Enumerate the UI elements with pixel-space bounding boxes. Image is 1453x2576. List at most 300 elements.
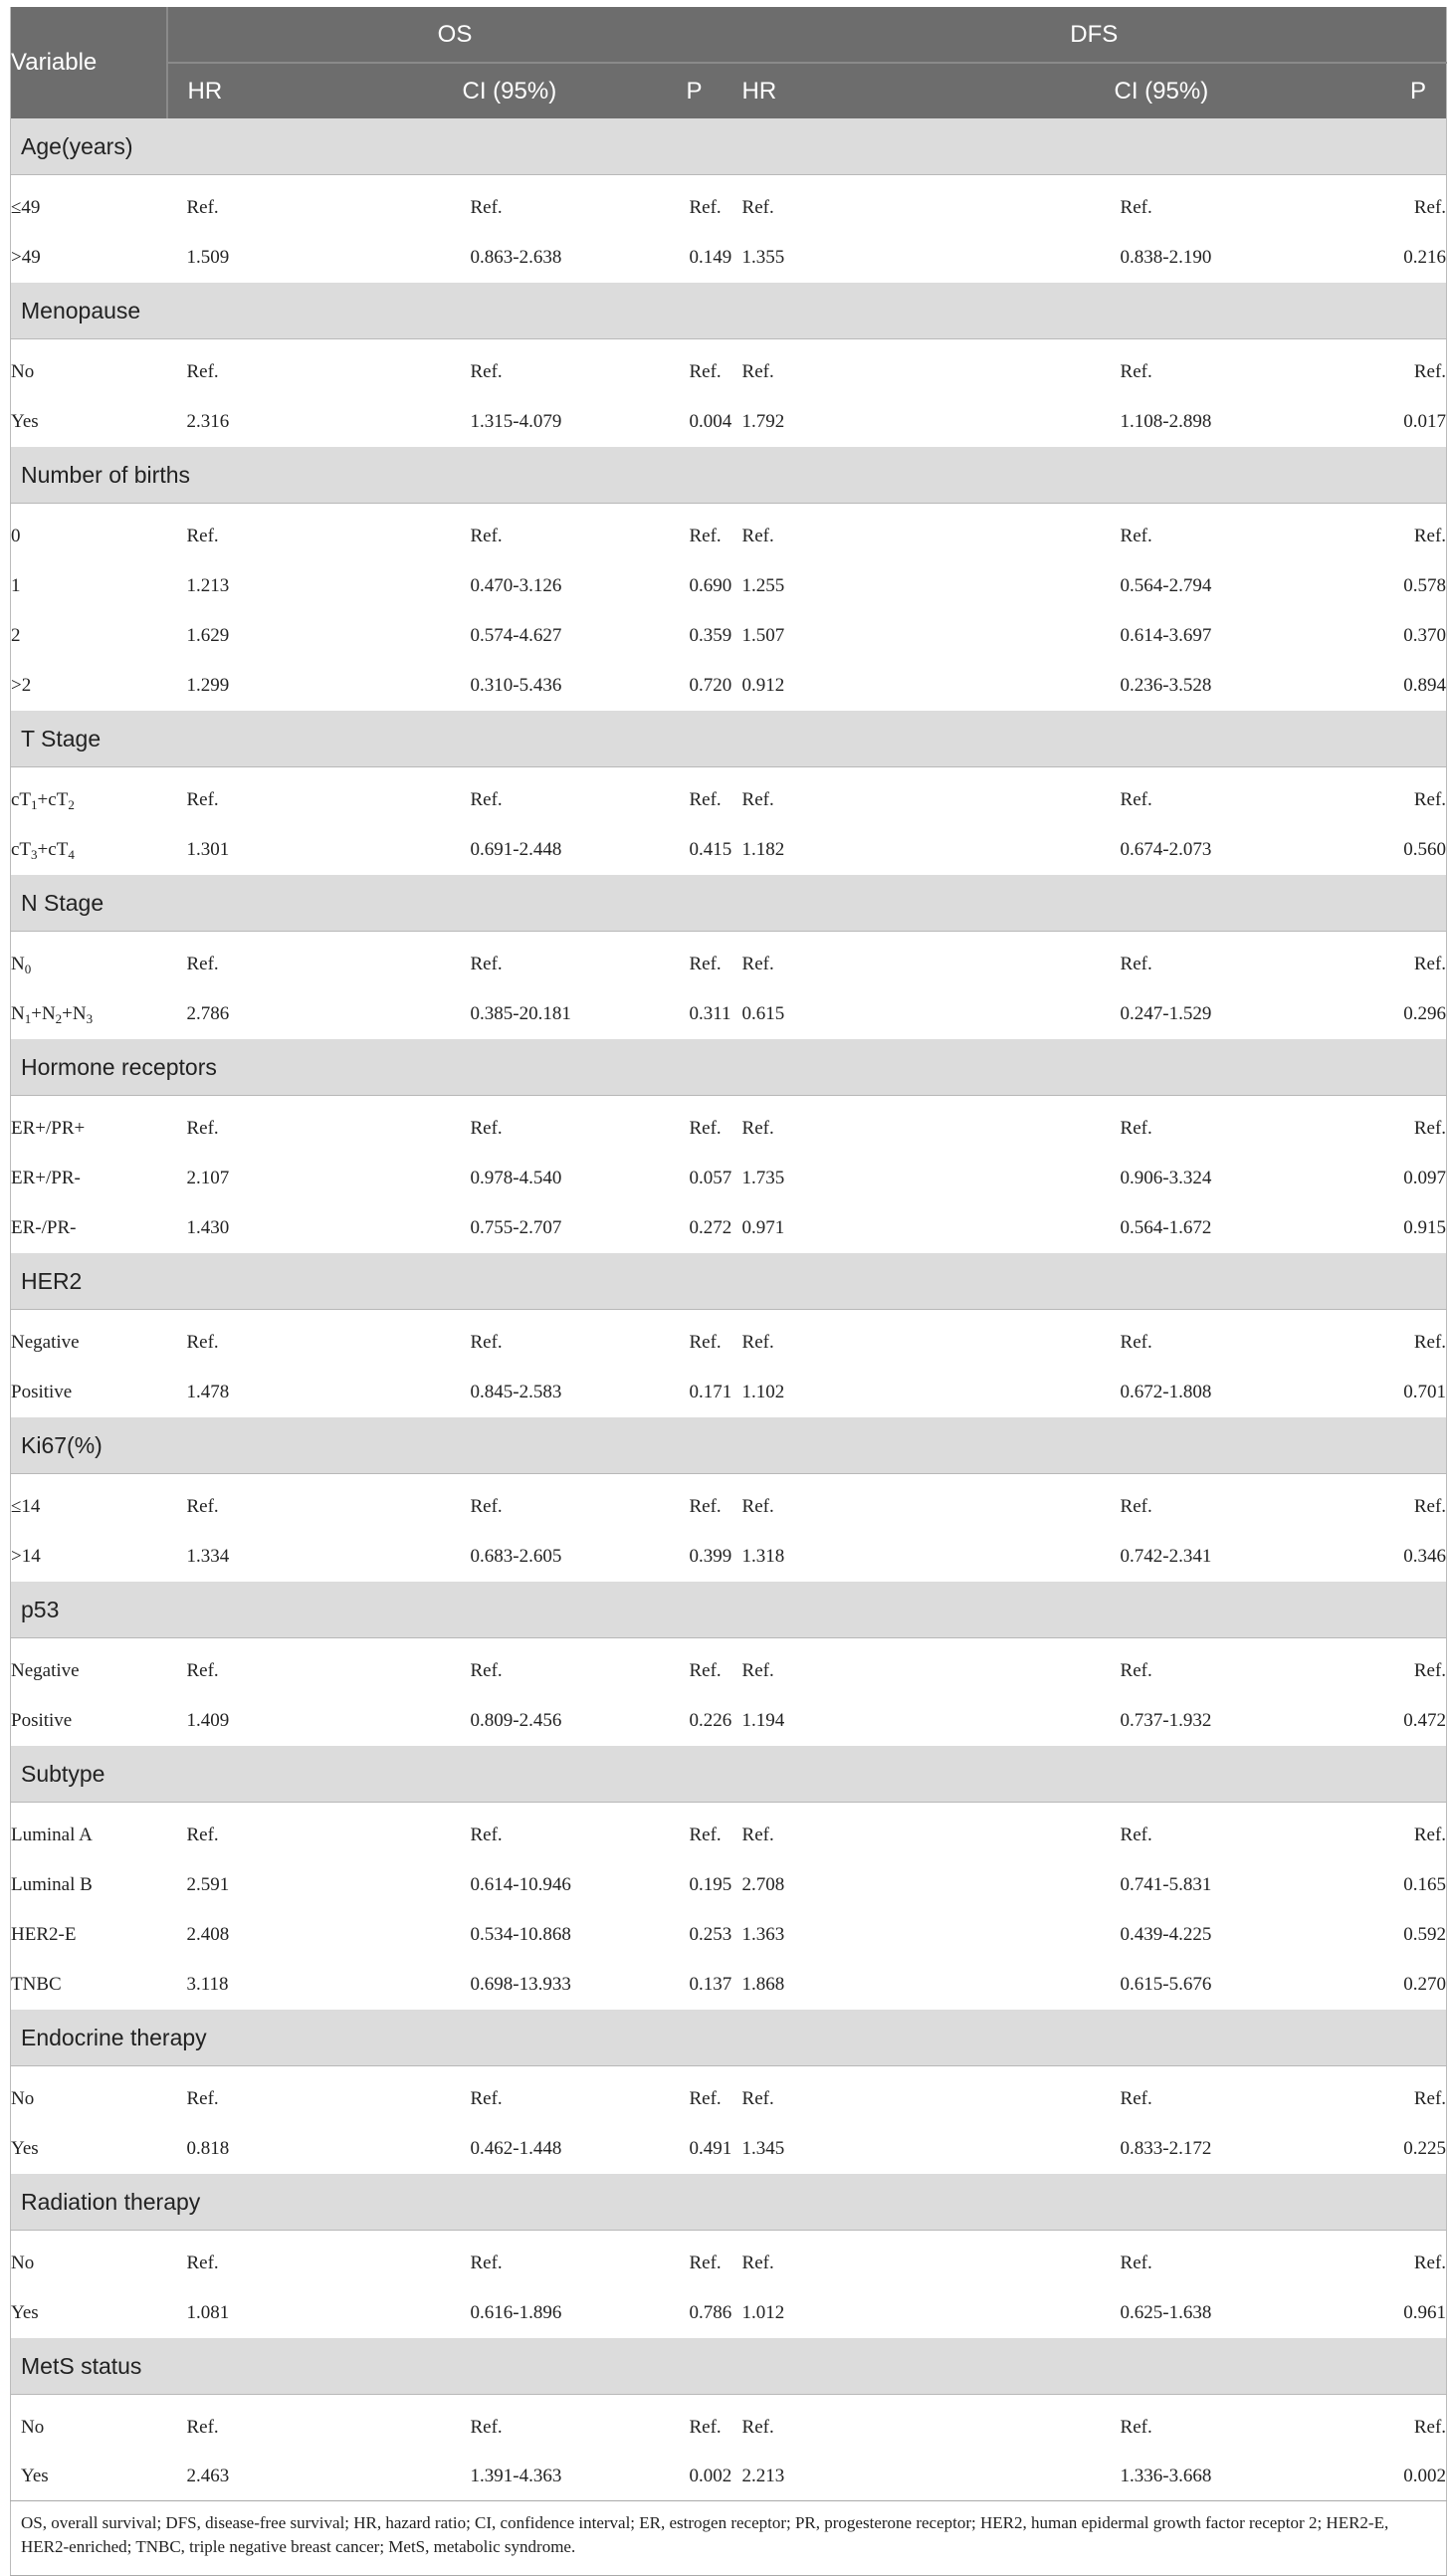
os-ci-cell: 0.534-10.868	[470, 1924, 571, 1945]
dfs-p-cell: 0.370	[1403, 625, 1447, 646]
os-ci-cell: 1.315-4.079	[470, 411, 562, 432]
row-label: Luminal A	[11, 1825, 93, 1845]
dfs-p-cell: 0.560	[1403, 839, 1447, 860]
dfs-ci-cell: 0.742-2.341	[1120, 1546, 1212, 1567]
dfs-p-cell: Ref.	[1413, 197, 1447, 218]
dfs-hr-cell: Ref.	[741, 526, 774, 546]
section-title: Number of births	[11, 447, 1447, 504]
row-label: $cT_1+cT_2$	[11, 789, 75, 812]
os-hr-cell: 1.409	[186, 1710, 230, 1731]
os-ci-cell: 0.809-2.456	[470, 1710, 562, 1731]
os-ci-cell: Ref.	[470, 1496, 503, 1517]
section-spacer-cell	[11, 339, 1447, 348]
table-row	[11, 775, 1447, 825]
os-ci-cell: 0.470-3.126	[470, 575, 562, 596]
section-title: p53	[11, 1582, 1447, 1638]
section-spacer-cell	[11, 767, 1447, 776]
dfs-hr-cell: Ref.	[741, 361, 774, 382]
table-row	[11, 1811, 1447, 1860]
dfs-p-header: P	[1252, 63, 1447, 118]
table-row	[11, 1482, 1447, 1532]
section-spacer	[11, 1474, 1447, 1483]
section-spacer-cell	[11, 2395, 1447, 2404]
os-p-cell: Ref.	[689, 361, 722, 382]
table-row	[11, 1646, 1447, 1696]
dfs-hr-cell: Ref.	[741, 1332, 774, 1353]
row-label: $N_1+N_2+N_3$	[11, 1003, 94, 1026]
row-label: >2	[11, 675, 32, 696]
dfs-p-cell: 0.270	[1403, 1974, 1447, 1995]
dfs-ci-cell: 0.672-1.808	[1120, 1382, 1212, 1402]
dfs-hr-cell: 1.255	[741, 575, 785, 596]
dfs-ci-cell: 0.833-2.172	[1120, 2138, 1212, 2159]
section-title: HER2	[11, 1253, 1447, 1310]
os-hr-cell: Ref.	[186, 526, 219, 546]
row-label: 2	[11, 625, 21, 646]
dfs-hr-cell: 1.318	[741, 1546, 785, 1567]
table-row	[11, 1960, 1447, 2010]
dfs-p-cell: Ref.	[1413, 954, 1447, 974]
dfs-p-cell: Ref.	[1413, 1825, 1447, 1845]
os-hr-cell: 1.430	[186, 1217, 230, 1238]
dfs-p-cell: 0.961	[1403, 2302, 1447, 2323]
dfs-ci-cell: 1.108-2.898	[1120, 411, 1212, 432]
row-label: Yes	[11, 411, 39, 432]
header-row-columns	[11, 63, 1447, 118]
section-header-row	[11, 875, 1447, 932]
section-header-row	[11, 1582, 1447, 1638]
dfs-ci-cell: 0.247-1.529	[1120, 1003, 1212, 1024]
table-row	[11, 1203, 1447, 1253]
dfs-hr-cell: 1.507	[741, 625, 785, 646]
row-label: >14	[11, 1546, 41, 1567]
dfs-hr-cell: Ref.	[741, 197, 774, 218]
os-ci-header: CI (95%)	[351, 63, 575, 118]
os-ci-cell: Ref.	[470, 1825, 503, 1845]
dfs-hr-cell: Ref.	[741, 2088, 774, 2109]
row-label: Luminal B	[11, 1874, 93, 1895]
dfs-ci-cell: 0.615-5.676	[1120, 1974, 1212, 1995]
table-row	[11, 1318, 1447, 1368]
os-hr-cell: 1.299	[186, 675, 230, 696]
section-header-row	[11, 2174, 1447, 2231]
footnote-row	[11, 2501, 1447, 2576]
table-row	[11, 2124, 1447, 2174]
table-row	[11, 397, 1447, 447]
dfs-hr-cell: Ref.	[741, 2417, 774, 2438]
row-label: Yes	[21, 2466, 49, 2486]
row-label: Yes	[11, 2302, 39, 2323]
os-hr-cell: Ref.	[186, 954, 219, 974]
table-body	[11, 118, 1447, 2501]
dfs-ci-cell: 0.674-2.073	[1120, 839, 1212, 860]
os-hr-cell: Ref.	[186, 361, 219, 382]
os-p-cell: Ref.	[689, 1825, 722, 1845]
dfs-hr-cell: 1.868	[741, 1974, 785, 1995]
os-hr-cell: 1.081	[186, 2302, 230, 2323]
os-p-cell: 0.149	[689, 247, 732, 268]
row-label: HER2-E	[11, 1924, 77, 1945]
dfs-ci-cell: 0.741-5.831	[1120, 1874, 1212, 1895]
dfs-ci-cell: Ref.	[1120, 526, 1152, 546]
os-hr-cell: Ref.	[186, 1825, 219, 1845]
section-spacer	[11, 1638, 1447, 1647]
section-spacer	[11, 504, 1447, 513]
section-spacer-cell	[11, 1096, 1447, 1105]
os-ci-cell: 0.574-4.627	[470, 625, 562, 646]
section-spacer-cell	[11, 1803, 1447, 1812]
os-hr-cell: Ref.	[186, 1118, 219, 1139]
os-p-cell: 0.004	[689, 411, 732, 432]
table-row	[11, 347, 1447, 397]
table-row	[11, 2288, 1447, 2338]
dfs-p-cell: 0.915	[1403, 1217, 1447, 1238]
os-ci-cell: 0.978-4.540	[470, 1168, 562, 1188]
dfs-ci-cell: Ref.	[1120, 1825, 1152, 1845]
os-ci-cell: 0.698-13.933	[470, 1974, 571, 1995]
cox-regression-table	[10, 7, 1447, 2576]
table-row	[11, 1532, 1447, 1582]
dfs-p-cell: 0.346	[1403, 1546, 1447, 1567]
dfs-ci-cell: Ref.	[1120, 1660, 1152, 1681]
row-label: $cT_3+cT_4$	[11, 839, 75, 862]
section-header-row	[11, 711, 1447, 767]
os-hr-cell: 1.478	[186, 1382, 230, 1402]
row-label: No	[11, 2253, 35, 2273]
dfs-p-cell: Ref.	[1413, 2253, 1447, 2273]
dfs-p-cell: 0.592	[1403, 1924, 1447, 1945]
os-hr-cell: 3.118	[186, 1974, 229, 1995]
section-title: Hormone receptors	[11, 1039, 1447, 1096]
os-p-cell: Ref.	[689, 1660, 722, 1681]
os-hr-cell: Ref.	[186, 2253, 219, 2273]
os-hr-cell: 2.316	[186, 411, 230, 432]
os-p-cell: 0.359	[689, 625, 732, 646]
dfs-ci-cell: 0.564-1.672	[1120, 1217, 1212, 1238]
dfs-hr-cell: 1.194	[741, 1710, 785, 1731]
dfs-ci-cell: 1.336-3.668	[1120, 2466, 1212, 2486]
os-hr-cell: Ref.	[186, 2417, 219, 2438]
os-p-cell: Ref.	[689, 954, 722, 974]
os-hr-cell: Ref.	[186, 1660, 219, 1681]
dfs-p-cell: 0.225	[1403, 2138, 1447, 2159]
dfs-hr-header: HR	[742, 63, 929, 118]
dfs-p-cell: Ref.	[1413, 1660, 1447, 1681]
os-ci-cell: Ref.	[470, 526, 503, 546]
os-ci-cell: Ref.	[470, 197, 503, 218]
table-row	[11, 2453, 1447, 2501]
os-p-cell: 0.399	[689, 1546, 732, 1567]
dfs-hr-cell: 2.708	[741, 1874, 785, 1895]
os-ci-cell: 0.462-1.448	[470, 2138, 562, 2159]
os-p-cell: Ref.	[689, 1118, 722, 1139]
os-p-cell: 0.720	[689, 675, 732, 696]
table-row	[11, 233, 1447, 283]
os-hr-cell: 1.629	[186, 625, 230, 646]
dfs-p-cell: 0.472	[1403, 1710, 1447, 1731]
section-header-row	[11, 1417, 1447, 1474]
os-ci-cell: Ref.	[470, 2417, 503, 2438]
dfs-hr-cell: Ref.	[741, 1825, 774, 1845]
row-label: No	[21, 2417, 45, 2438]
table-row	[11, 2403, 1447, 2453]
section-title: Radiation therapy	[11, 2174, 1447, 2231]
row-label: >49	[11, 247, 41, 268]
os-ci-cell: Ref.	[470, 954, 503, 974]
row-label: No	[11, 2088, 35, 2109]
dfs-hr-cell: Ref.	[741, 1118, 774, 1139]
row-label: ≤49	[11, 197, 41, 218]
os-p-cell: 0.002	[689, 2466, 732, 2486]
os-hr-header: HR	[167, 63, 351, 118]
dfs-p-cell: 0.701	[1403, 1382, 1447, 1402]
os-p-cell: Ref.	[689, 2417, 722, 2438]
os-hr-cell: 1.213	[186, 575, 230, 596]
os-p-cell: 0.195	[689, 1874, 732, 1895]
os-hr-cell: 2.463	[186, 2466, 230, 2486]
row-label: TNBC	[11, 1974, 62, 1995]
row-label: Yes	[11, 2138, 39, 2159]
section-header-row	[11, 2338, 1447, 2395]
dfs-hr-cell: Ref.	[741, 1496, 774, 1517]
section-spacer	[11, 175, 1447, 184]
os-p-cell: 0.226	[689, 1710, 732, 1731]
section-header-row	[11, 1746, 1447, 1803]
dfs-p-cell: 0.017	[1403, 411, 1447, 432]
os-ci-cell: 0.683-2.605	[470, 1546, 562, 1567]
table-row	[11, 1860, 1447, 1910]
table-row	[11, 1154, 1447, 1203]
section-spacer-cell	[11, 2231, 1447, 2240]
dfs-hr-cell: Ref.	[741, 2253, 774, 2273]
section-header-row	[11, 283, 1447, 339]
row-label: Positive	[11, 1382, 73, 1402]
section-spacer	[11, 2395, 1447, 2404]
os-hr-cell: 1.334	[186, 1546, 230, 1567]
os-hr-cell: 2.591	[186, 1874, 230, 1895]
row-label: 1	[11, 575, 21, 596]
section-spacer-cell	[11, 1310, 1447, 1319]
dfs-ci-cell: Ref.	[1120, 954, 1152, 974]
dfs-hr-cell: 0.912	[741, 675, 785, 696]
os-hr-cell: 2.408	[186, 1924, 230, 1945]
os-ci-cell: Ref.	[470, 2253, 503, 2273]
row-label: $N_0$	[11, 954, 32, 976]
section-title: Endocrine therapy	[11, 2010, 1447, 2066]
dfs-ci-cell: Ref.	[1120, 2417, 1152, 2438]
dfs-hr-cell: 1.182	[741, 839, 785, 860]
dfs-p-cell: 0.097	[1403, 1168, 1447, 1188]
os-p-cell: 0.311	[689, 1003, 731, 1024]
os-hr-cell: Ref.	[186, 2088, 219, 2109]
dfs-ci-cell: 0.838-2.190	[1120, 247, 1212, 268]
row-label: Negative	[11, 1332, 80, 1353]
table-row	[11, 1910, 1447, 1960]
dfs-p-cell: 0.296	[1403, 1003, 1447, 1024]
table-row	[11, 2239, 1447, 2288]
os-p-cell: 0.415	[689, 839, 732, 860]
os-p-cell: Ref.	[689, 526, 722, 546]
table-row	[11, 2074, 1447, 2124]
dfs-p-cell: Ref.	[1413, 789, 1447, 810]
section-title: Age(years)	[11, 118, 1447, 175]
section-spacer	[11, 767, 1447, 776]
section-spacer	[11, 1310, 1447, 1319]
section-spacer	[11, 2066, 1447, 2075]
dfs-hr-cell: Ref.	[741, 1660, 774, 1681]
os-p-cell: 0.491	[689, 2138, 732, 2159]
os-ci-cell: Ref.	[470, 361, 503, 382]
dfs-ci-cell: Ref.	[1120, 1496, 1152, 1517]
section-header-row	[11, 447, 1447, 504]
section-spacer-cell	[11, 2066, 1447, 2075]
dfs-p-cell: Ref.	[1413, 2417, 1447, 2438]
dfs-hr-cell: 1.792	[741, 411, 785, 432]
os-hr-cell: 2.107	[186, 1168, 230, 1188]
dfs-group-header: DFS	[742, 7, 1447, 63]
section-spacer	[11, 339, 1447, 348]
dfs-ci-header: CI (95%)	[929, 63, 1252, 118]
table-row	[11, 512, 1447, 561]
table-row	[11, 989, 1447, 1039]
row-label: No	[11, 361, 35, 382]
section-title: Menopause	[11, 283, 1447, 339]
section-spacer	[11, 1803, 1447, 1812]
os-ci-cell: 0.614-10.946	[470, 1874, 571, 1895]
section-spacer-cell	[11, 932, 1447, 941]
os-p-cell: 0.171	[689, 1382, 732, 1402]
dfs-hr-cell: 1.102	[741, 1382, 785, 1402]
row-label: ≤14	[11, 1496, 41, 1517]
os-ci-cell: Ref.	[470, 1332, 503, 1353]
dfs-ci-cell: Ref.	[1120, 789, 1152, 810]
os-group-header: OS	[167, 7, 742, 63]
os-ci-cell: 0.863-2.638	[470, 247, 562, 268]
os-ci-cell: Ref.	[470, 2088, 503, 2109]
os-p-cell: Ref.	[689, 1332, 722, 1353]
table-row	[11, 661, 1447, 711]
dfs-hr-cell: 1.355	[741, 247, 785, 268]
dfs-hr-cell: Ref.	[741, 954, 774, 974]
dfs-hr-cell: 0.971	[741, 1217, 785, 1238]
table-row	[11, 825, 1447, 875]
row-label: ER-/PR-	[11, 1217, 77, 1238]
section-spacer-cell	[11, 175, 1447, 184]
os-hr-cell: Ref.	[186, 1332, 219, 1353]
os-p-cell: Ref.	[689, 1496, 722, 1517]
os-ci-cell: 0.755-2.707	[470, 1217, 562, 1238]
os-ci-cell: 1.391-4.363	[470, 2466, 562, 2486]
dfs-ci-cell: Ref.	[1120, 1118, 1152, 1139]
section-title: T Stage	[11, 711, 1447, 767]
os-p-cell: Ref.	[689, 2088, 722, 2109]
dfs-p-cell: Ref.	[1413, 526, 1447, 546]
dfs-p-cell: Ref.	[1413, 1118, 1447, 1139]
table-row	[11, 940, 1447, 989]
dfs-p-cell: 0.578	[1403, 575, 1447, 596]
os-hr-cell: Ref.	[186, 1496, 219, 1517]
os-ci-cell: 0.691-2.448	[470, 839, 562, 860]
dfs-ci-cell: 0.564-2.794	[1120, 575, 1212, 596]
dfs-p-cell: 0.216	[1403, 247, 1447, 268]
table-row	[11, 561, 1447, 611]
section-title: Subtype	[11, 1746, 1447, 1803]
section-spacer-cell	[11, 504, 1447, 513]
row-label: ER+/PR+	[11, 1118, 86, 1139]
os-hr-cell: 0.818	[186, 2138, 230, 2159]
table-row	[11, 1696, 1447, 1746]
table-row	[11, 1368, 1447, 1417]
section-spacer	[11, 2231, 1447, 2240]
dfs-p-cell: Ref.	[1413, 1496, 1447, 1517]
row-label: Positive	[11, 1710, 73, 1731]
row-label: ER+/PR-	[11, 1168, 81, 1188]
os-ci-cell: 0.310-5.436	[470, 675, 562, 696]
section-header-row	[11, 118, 1447, 175]
dfs-ci-cell: 0.906-3.324	[1120, 1168, 1212, 1188]
os-hr-cell: 1.509	[186, 247, 230, 268]
os-p-cell: Ref.	[689, 197, 722, 218]
dfs-ci-cell: 0.625-1.638	[1120, 2302, 1212, 2323]
dfs-ci-cell: Ref.	[1120, 1332, 1152, 1353]
section-spacer-cell	[11, 1474, 1447, 1483]
dfs-p-cell: 0.002	[1403, 2466, 1447, 2486]
row-label: 0	[11, 526, 21, 546]
os-ci-cell: Ref.	[470, 1118, 503, 1139]
dfs-hr-cell: 1.735	[741, 1168, 785, 1188]
dfs-p-cell: 0.165	[1403, 1874, 1447, 1895]
os-ci-cell: Ref.	[470, 1660, 503, 1681]
os-p-header: P	[575, 63, 742, 118]
dfs-ci-cell: 0.614-3.697	[1120, 625, 1212, 646]
os-ci-cell: 0.385-20.181	[470, 1003, 571, 1024]
os-p-cell: 0.690	[689, 575, 732, 596]
table-row	[11, 1104, 1447, 1154]
os-p-cell: 0.057	[689, 1168, 732, 1188]
dfs-hr-cell: Ref.	[741, 789, 774, 810]
table-row	[11, 183, 1447, 233]
dfs-ci-cell: 0.737-1.932	[1120, 1710, 1212, 1731]
table-footnote: OS, overall survival; DFS, disease-free survival; HR, hazard ratio; CI, confidence interval; ER, estrogen receptor; PR, progesterone receptor; HER2, human epidermal growth factor receptor 2; HER2-E, HER2-enriched; TNBC, triple negative breast cancer; MetS, metabolic syndrome.	[11, 2501, 1447, 2576]
os-hr-cell: 1.301	[186, 839, 230, 860]
os-p-cell: Ref.	[689, 789, 722, 810]
table-row	[11, 611, 1447, 661]
section-title: Ki67(%)	[11, 1417, 1447, 1474]
dfs-ci-cell: 0.236-3.528	[1120, 675, 1212, 696]
os-ci-cell: Ref.	[470, 789, 503, 810]
section-spacer-cell	[11, 1638, 1447, 1647]
section-header-row	[11, 2010, 1447, 2066]
os-ci-cell: 0.616-1.896	[470, 2302, 562, 2323]
dfs-hr-cell: 1.012	[741, 2302, 785, 2323]
row-label: Negative	[11, 1660, 80, 1681]
dfs-ci-cell: Ref.	[1120, 197, 1152, 218]
dfs-ci-cell: 0.439-4.225	[1120, 1924, 1212, 1945]
dfs-ci-cell: Ref.	[1120, 361, 1152, 382]
dfs-hr-cell: 1.363	[741, 1924, 785, 1945]
section-spacer	[11, 932, 1447, 941]
dfs-hr-cell: 2.213	[741, 2466, 785, 2486]
os-p-cell: 0.786	[689, 2302, 732, 2323]
section-title: N Stage	[11, 875, 1447, 932]
os-p-cell: Ref.	[689, 2253, 722, 2273]
dfs-ci-cell: Ref.	[1120, 2253, 1152, 2273]
section-spacer	[11, 1096, 1447, 1105]
variable-header: Variable	[11, 7, 167, 118]
dfs-hr-cell: 0.615	[741, 1003, 785, 1024]
dfs-p-cell: Ref.	[1413, 2088, 1447, 2109]
dfs-p-cell: Ref.	[1413, 1332, 1447, 1353]
